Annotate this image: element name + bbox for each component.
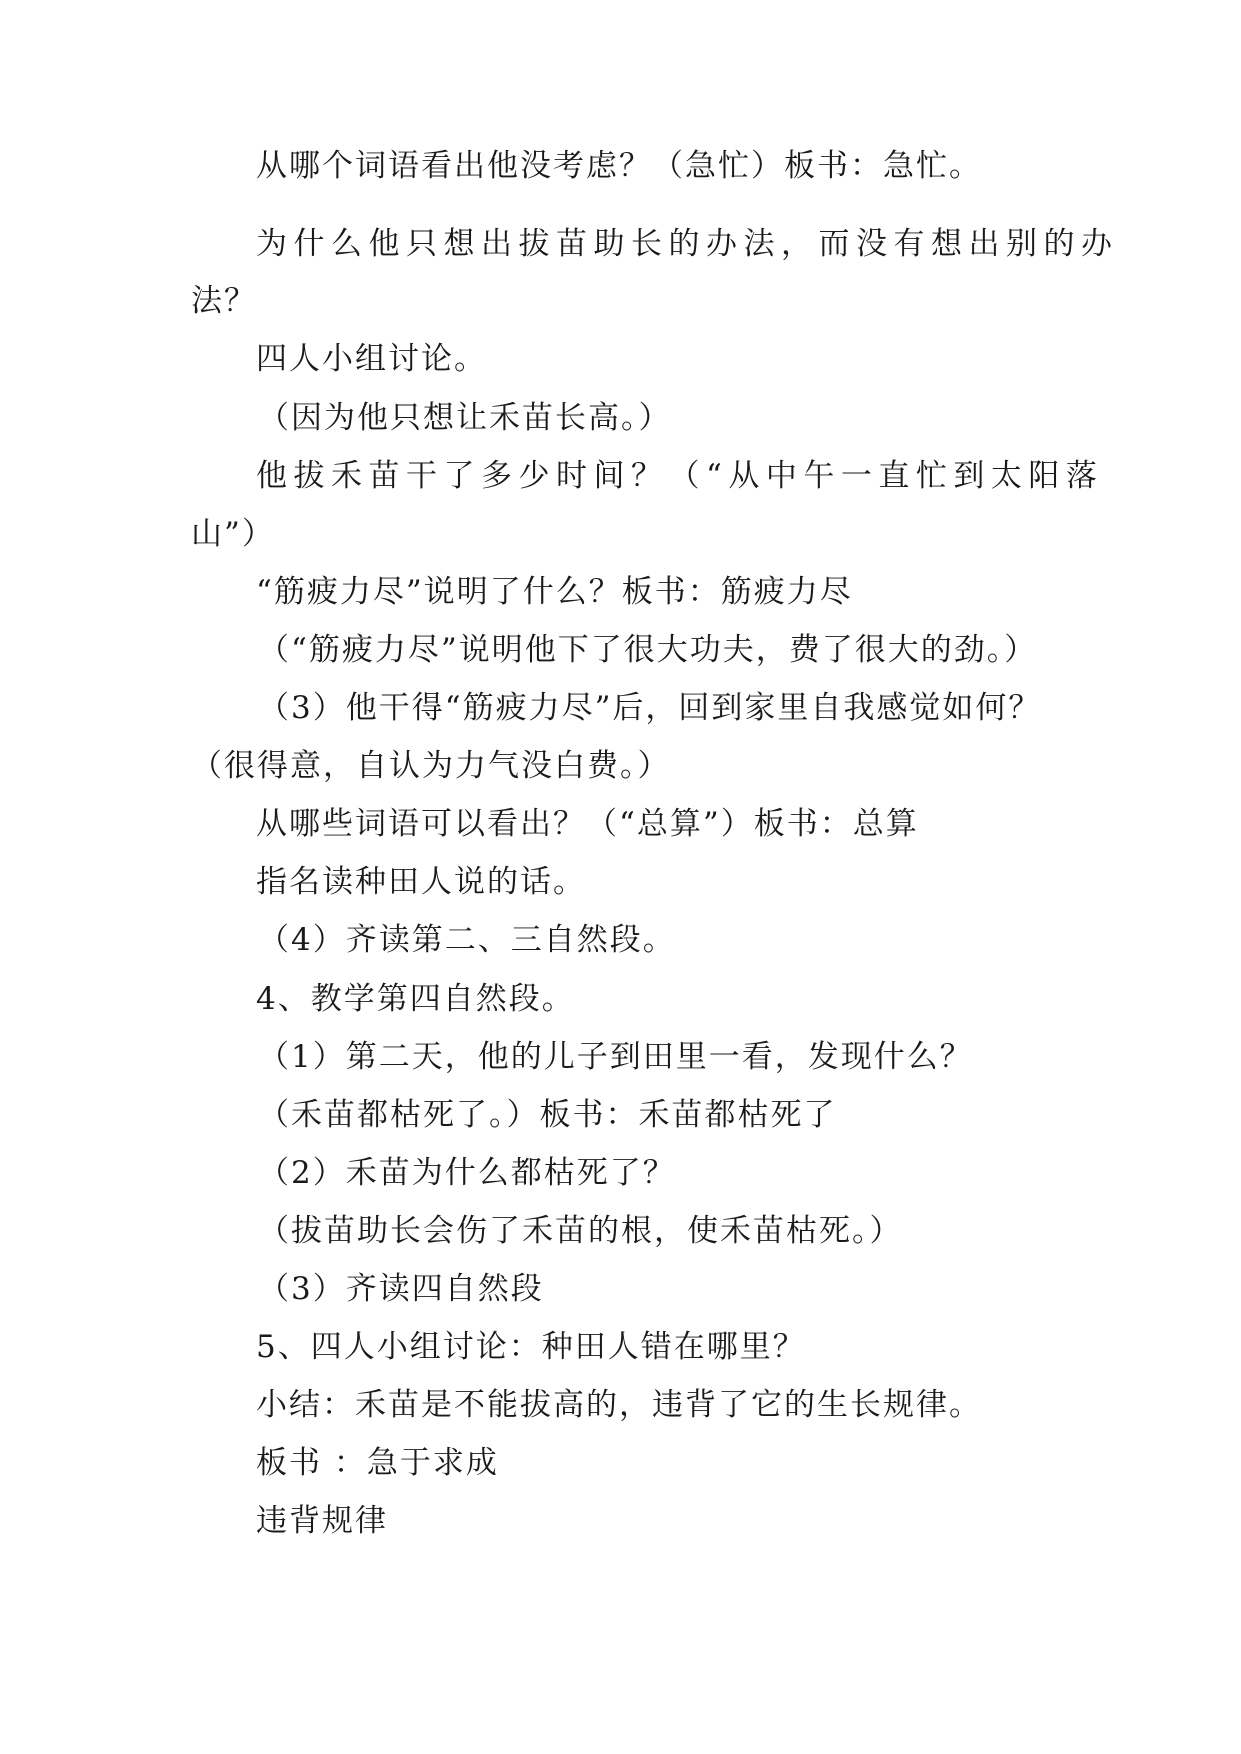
text-line-2: 为什么他只想出拔苗助长的办法，而没有想出别的办 <box>256 226 1119 262</box>
text-line-19: （拔苗助长会伤了禾苗的根，使禾苗枯死。） <box>258 1213 903 1249</box>
text-line-3: 法？ <box>191 283 257 319</box>
text-line-7: 山”） <box>191 516 275 552</box>
text-line-17: （禾苗都枯死了。）板书：禾苗都枯死了 <box>258 1097 837 1133</box>
text-line-18: （2）禾苗为什么都枯死了？ <box>258 1155 676 1191</box>
text-line-23: 板书 ：急于求成 <box>256 1445 499 1481</box>
text-line-21: 5、四人小组讨论：种田人错在哪里？ <box>256 1329 806 1365</box>
text-line-14: （4）齐读第二、三自然段。 <box>258 922 676 958</box>
text-line-5: （因为他只想让禾苗长高。） <box>258 400 672 436</box>
text-line-20: （3）齐读四自然段 <box>258 1271 544 1307</box>
text-line-10: （3）他干得“筋疲力尽”后，回到家里自我感觉如何？ <box>258 690 1042 726</box>
text-line-8: “筋疲力尽”说明了什么？板书：筋疲力尽 <box>256 574 853 610</box>
text-line-9: （“筋疲力尽”说明他下了很大功夫，费了很大的劲。） <box>258 632 1038 668</box>
text-line-6: 他拔禾苗干了多少时间？（“从中午一直忙到太阳落 <box>256 458 1104 494</box>
text-line-13: 指名读种田人说的话。 <box>256 864 586 900</box>
text-line-16: （1）第二天，他的儿子到田里一看，发现什么？ <box>258 1039 973 1075</box>
text-line-15: 4、教学第四自然段。 <box>256 981 575 1017</box>
text-line-22: 小结：禾苗是不能拔高的，违背了它的生长规律。 <box>256 1387 982 1423</box>
text-line-12: 从哪些词语可以看出？（“总算”）板书：总算 <box>256 806 919 842</box>
text-line-1: 从哪个词语看出他没考虑？（急忙）板书：急忙。 <box>256 148 982 184</box>
text-line-24: 违背规律 <box>256 1503 388 1539</box>
text-line-4: 四人小组讨论。 <box>256 341 487 377</box>
text-line-11: （很得意，自认为力气没白费。） <box>191 748 671 784</box>
